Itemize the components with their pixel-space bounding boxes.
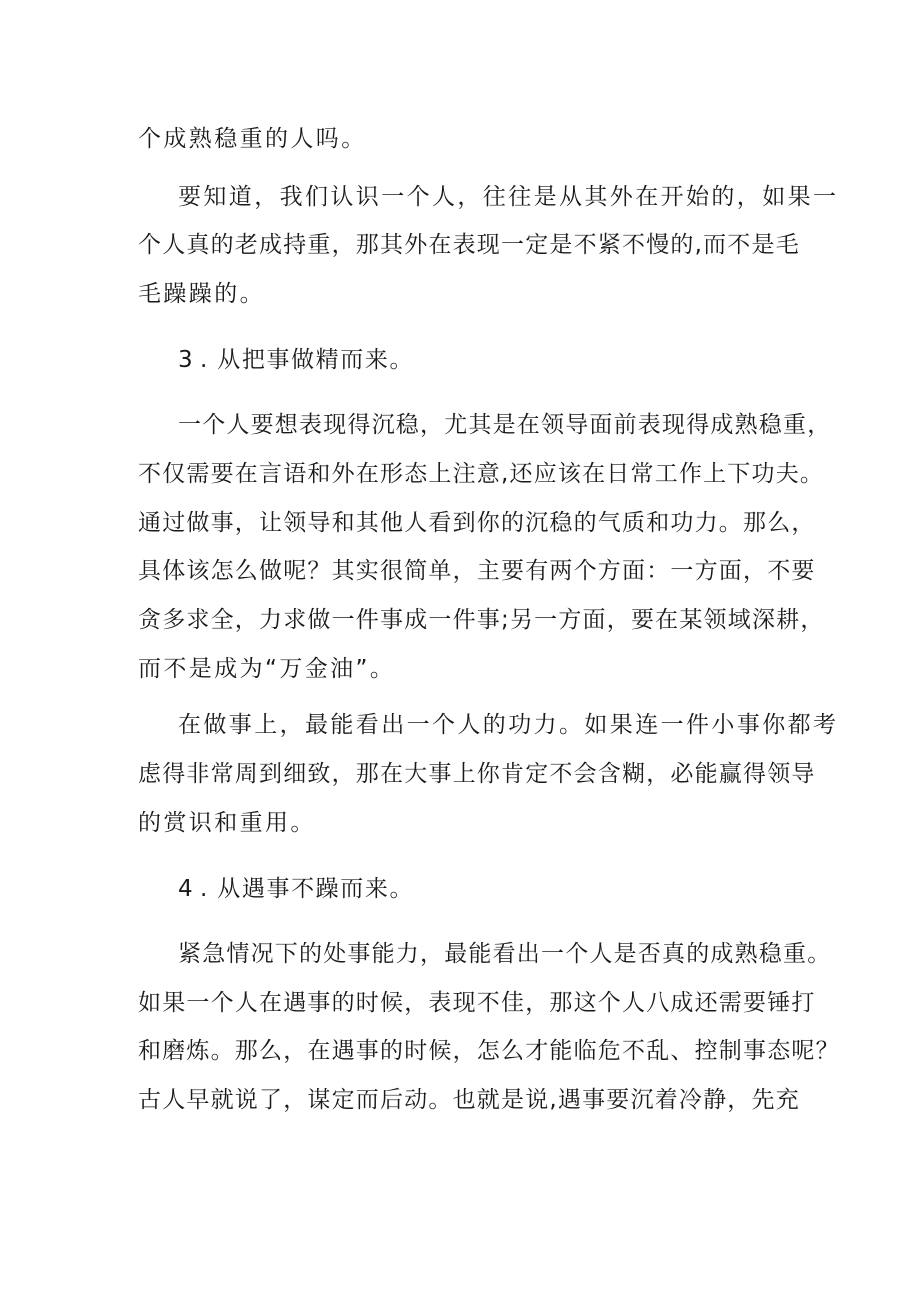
paragraph-line: 要知道，我们认识一个人，往往是从其外在开始的，如果一 bbox=[178, 184, 839, 210]
paragraph-line: 个成熟稳重的人吗。 bbox=[138, 126, 367, 152]
paragraph-line: 虑得非常周到细致，那在大事上你肯定不会含糊，必能赢得领导 bbox=[138, 761, 816, 787]
heading-text: 从遇事不躁而来。 bbox=[217, 876, 415, 902]
paragraph-line: 古人早就说了，谋定而后动。也就是说,遇事要沉着冷静，先充 bbox=[138, 1087, 800, 1113]
paragraph-line: 贪多求全，力求做一件事成一件事;另一方面，要在某领域深耕， bbox=[138, 607, 825, 633]
paragraph-line: 通过做事，让领导和其他人看到你的沉稳的气质和功力。那么， bbox=[138, 510, 816, 536]
section-heading-4 bbox=[178, 874, 838, 904]
section-heading-3 bbox=[178, 345, 838, 375]
paragraph-line: 和磨炼。那么，在遇事的时候，怎么才能临危不乱、控制事态呢？ bbox=[138, 1038, 840, 1064]
paragraph-line: 紧急情况下的处事能力，最能看出一个人是否真的成熟稳重。 bbox=[178, 941, 832, 967]
heading-number: 3 . bbox=[178, 347, 208, 373]
paragraph-line: 不仅需要在言语和外在形态上注意,还应该在日常工作上下功夫。 bbox=[138, 461, 825, 487]
heading-number: 4 . bbox=[178, 876, 208, 902]
paragraph-line: 一个人要想表现得沉稳，尤其是在领导面前表现得成熟稳重， bbox=[178, 412, 832, 438]
paragraph-line: 毛躁躁的。 bbox=[138, 281, 265, 307]
paragraph-line: 而不是成为“万金油”。 bbox=[138, 656, 396, 682]
paragraph-line: 个人真的老成持重，那其外在表现一定是不紧不慢的,而不是毛 bbox=[138, 232, 800, 258]
paragraph-line: 在做事上，最能看出一个人的功力。如果连一件小事你都考 bbox=[178, 712, 839, 738]
heading-text: 从把事做精而来。 bbox=[217, 347, 415, 373]
paragraph-line: 的赏识和重用。 bbox=[138, 810, 316, 836]
paragraph-line: 具体该怎么做呢？其实很简单，主要有两个方面：一方面，不要 bbox=[138, 558, 816, 584]
paragraph-line: 如果一个人在遇事的时候，表现不佳，那这个人八成还需要锤打 bbox=[138, 990, 816, 1016]
